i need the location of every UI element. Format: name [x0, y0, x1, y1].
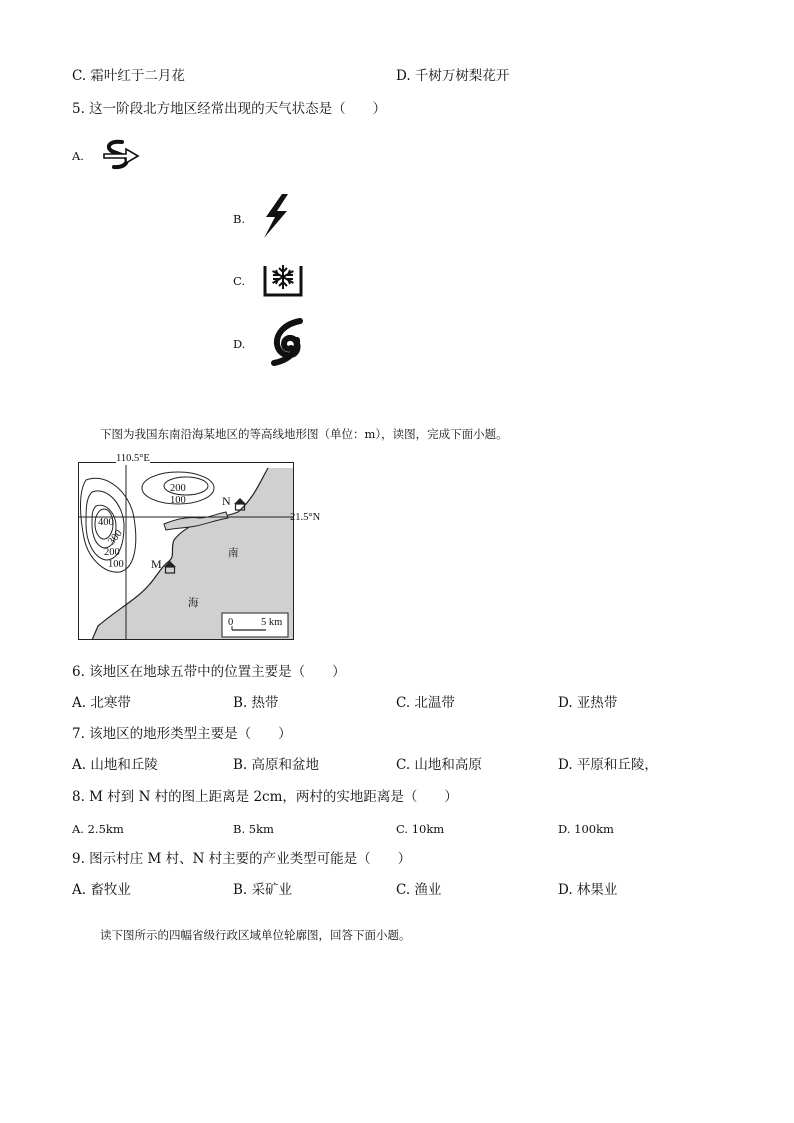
intro-province-outlines: 读下图所示的四幅省级行政区域单位轮廓图，回答下面小题。 — [100, 928, 411, 942]
q8-option-d: D. 100km — [558, 822, 614, 836]
q9-option-d: D. 林果业 — [558, 882, 618, 898]
q4-option-d: D. 千树万树梨花开 — [396, 68, 510, 84]
q9-option-a: A. 畜牧业 — [72, 882, 131, 898]
q8-stem: 8. M 村到 N 村的图上距离是 2cm，两村的实地距离是（ ） — [72, 789, 458, 805]
village-n-label: N — [222, 494, 231, 508]
intro-contour-map: 下图为我国东南沿海某地区的等高线地形图（单位：m），读图，完成下面小题。 — [100, 427, 508, 441]
q5-option-d-label: D. — [233, 337, 246, 351]
q6-option-c: C. 北温带 — [396, 695, 455, 711]
q5-option-c-label: C. — [233, 274, 246, 288]
contour-label-400: 400 — [98, 517, 114, 528]
q6-option-a: A. 北寒带 — [72, 695, 131, 711]
sea-label-hai: 海 — [188, 598, 199, 609]
q5-stem: 5. 这一阶段北方地区经常出现的天气状态是（ ） — [72, 101, 387, 117]
contour-label-200-north: 200 — [170, 483, 186, 494]
scale-value-label: 5 km — [261, 617, 283, 628]
q7-stem: 7. 该地区的地形类型主要是（ ） — [72, 726, 292, 742]
contour-label-100-west: 100 — [108, 559, 124, 570]
q6-option-b: B. 热带 — [233, 695, 279, 711]
q6-stem: 6. 该地区在地球五带中的位置主要是（ ） — [72, 664, 346, 680]
sea-label-nan: 南 — [228, 548, 239, 559]
latitude-label: 21.5°N — [290, 512, 321, 523]
sandstorm-icon — [100, 137, 142, 175]
q7-option-d: D. 平原和丘陵， — [558, 757, 658, 773]
contour-map — [78, 453, 321, 640]
q4-option-c: C. 霜叶红于二月花 — [72, 68, 185, 84]
q8-option-a: A. 2.5km — [72, 822, 124, 836]
q7-option-c: C. 山地和高原 — [396, 757, 482, 773]
q6-option-d: D. 亚热带 — [558, 695, 618, 711]
q5-option-a-label: A. — [72, 149, 84, 163]
q9-stem: 9. 图示村庄 M 村、N 村主要的产业类型可能是（ ） — [72, 851, 412, 867]
q9-option-c: C. 渔业 — [396, 882, 442, 898]
contour-label-300: 300 — [106, 528, 125, 548]
q9-option-b: B. 采矿业 — [233, 882, 293, 898]
snowstorm-icon — [262, 260, 304, 298]
village-m-label: M — [151, 557, 162, 571]
longitude-label: 110.5°E — [116, 453, 150, 464]
q7-option-b: B. 高原和盆地 — [233, 757, 320, 773]
q5-option-b-label: B. — [233, 212, 246, 226]
q8-option-b: B. 5km — [233, 822, 274, 836]
typhoon-icon — [270, 318, 304, 366]
q7-option-a: A. 山地和丘陵 — [72, 757, 158, 773]
scale-zero-label: 0 — [228, 617, 234, 628]
contour-label-100-north: 100 — [170, 495, 186, 506]
contour-label-200-west: 200 — [104, 547, 120, 558]
q8-option-c: C. 10km — [396, 822, 445, 836]
thunderstorm-icon — [258, 192, 292, 240]
